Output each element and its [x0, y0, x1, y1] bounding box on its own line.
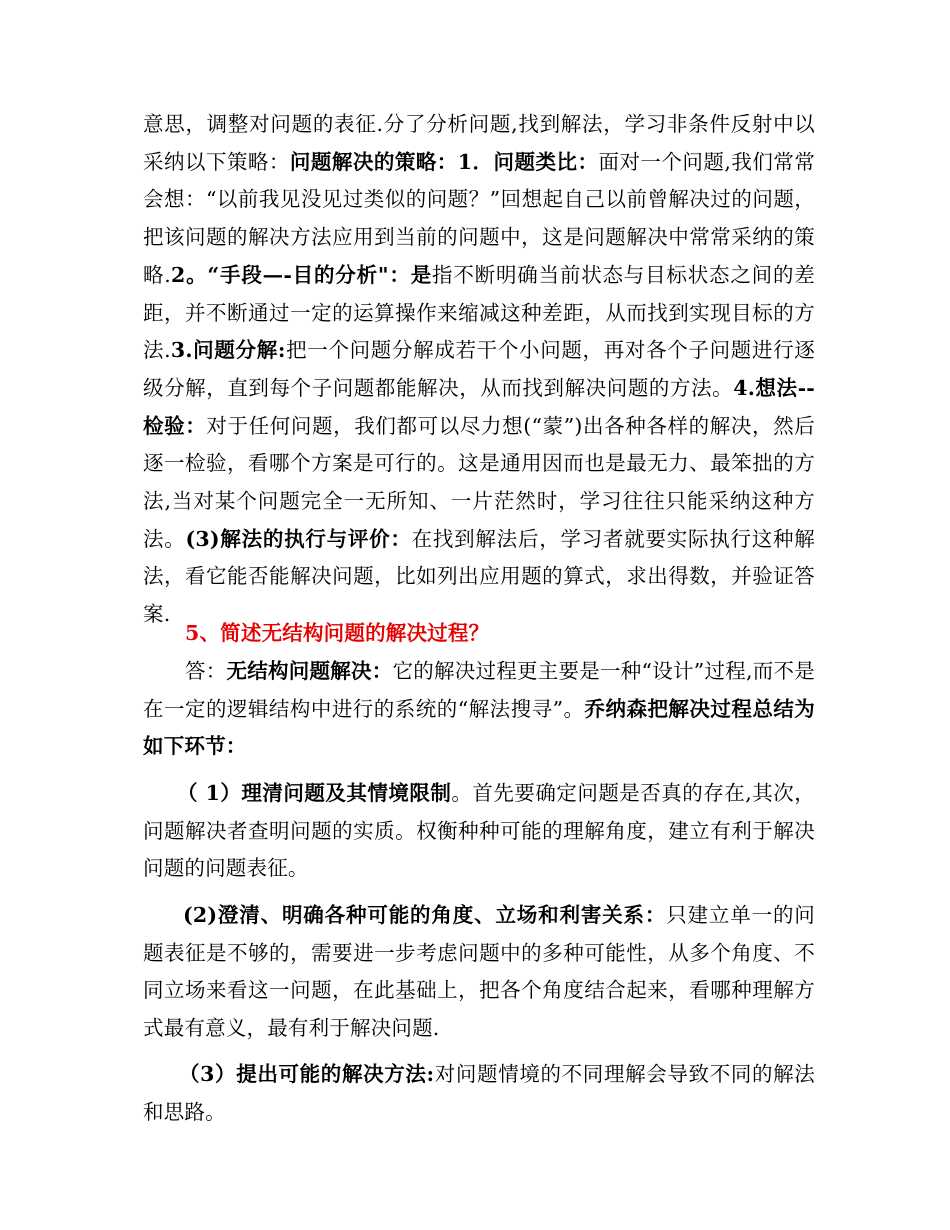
body-text: 把一个问题分解成若干个小问题，再对各个子问题进行逐级分解，直到每个子问题都能解决，从而找到解决问题的方法。 — [143, 338, 815, 400]
step-3-paragraph — [143, 1056, 815, 1131]
body-text: 它的解决过程更主要是一种“设计”过程,而不是在一定的逻辑结构中进行的系统的“解法搜寻”。 — [143, 659, 815, 721]
body-text: 意思，调整对问题的表征.分了分析问题,找到解法，学习非条件反射中以采纳以下策略： — [143, 112, 815, 174]
body-text: 只建立单一的问题表征是不够的，需要进一步考虑问题中的多种可能性，从多个角度、不同立场来看这一问题，在此基础上，把各个角度结合起来，看哪种理解方式最有意义，最有利于解决问题. — [143, 903, 815, 1041]
bold-heading: 乔纳森把解决过程总结为如下环节： — [143, 696, 816, 759]
step-heading: （3）提出可能的解决方法: — [179, 1062, 435, 1086]
step-1-paragraph — [143, 775, 815, 888]
step-heading: （ 1）理清问题及其情境限制 — [177, 781, 452, 805]
bold-heading: 3.问题分解: — [170, 338, 286, 363]
body-text: 面对一个问题,我们常常会想：“以前我见没见过类似的问题？”回想起自己以前曾解决过的问题，把该问题的解决方法应用到当前的问题中，这是问题解决中常常采纳的策略. — [143, 149, 816, 287]
question-heading: 5、简述无结构问题的解决过程？ — [185, 621, 490, 645]
bold-heading: 问题解决的策略：1．问题类比： — [289, 149, 599, 174]
answer-lead: 答： — [185, 659, 227, 683]
bold-heading: (3)解法的执行与评价： — [185, 526, 412, 551]
bold-heading: 2。“手段—-目的分析"：是 — [171, 262, 433, 287]
step-heading: (2)澄清、明确各种可能的角度、立场和利害关系： — [183, 903, 667, 927]
body-text: 在找到解法后，学习者就要实际执行这种解法，看它能否能解决问题，比如列出应用题的算式，求出得数，并验证答案. — [143, 526, 815, 627]
body-text: 对问题情境的不同理解会导致不同的解法和思路。 — [143, 1062, 815, 1124]
answer-paragraph — [143, 653, 815, 766]
bold-heading: 4.想法--检验： — [143, 375, 815, 438]
strategies-paragraph — [143, 106, 815, 634]
body-text: 指不断明确当前状态与目标状态之间的差距，并不断通过一定的运算操作来缩减这种差距，从而找到实现目标的方法. — [143, 262, 815, 363]
body-text: 对于任何问题，我们都可以尽力想(“蒙”)出各种各样的解决，然后逐一检验，看哪个方案是可行的。这是通用因而也是最无力、最笨拙的方法,当对某个问题完全一无所知、一片茫然时，学习往往只能采纳这种方法。 — [143, 413, 815, 551]
body-text: 。首先要确定问题是否真的存在,其次，问题解决者查明问题的实质。权衡种种可能的理解角度，建立有利于解决问题的问题表征。 — [143, 781, 815, 881]
step-2-paragraph — [143, 897, 815, 1048]
bold-heading: 无结构问题解决： — [226, 659, 393, 683]
